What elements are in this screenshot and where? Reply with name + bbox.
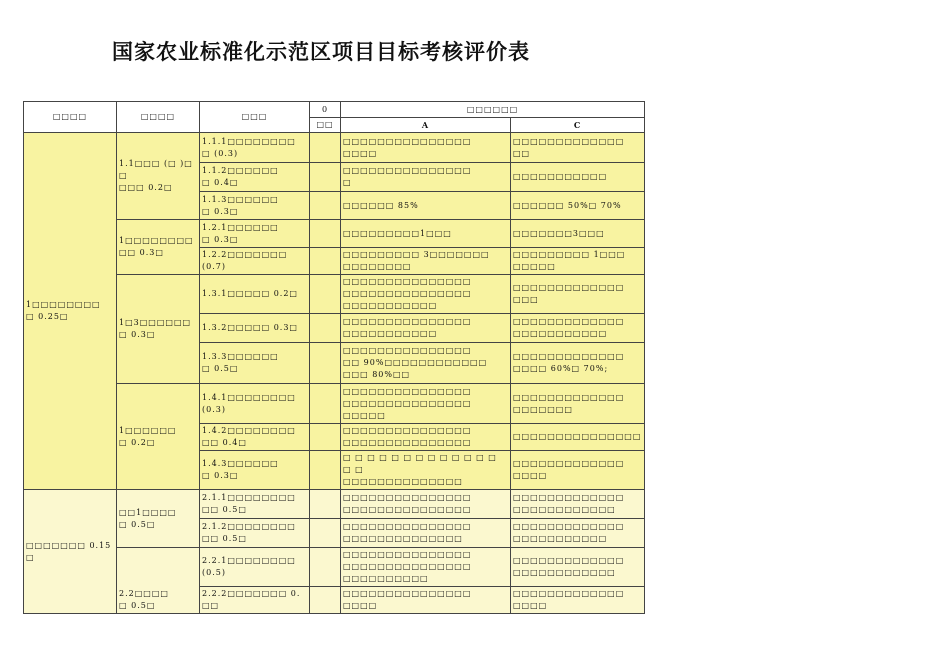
header-level1: □□□□	[24, 102, 117, 133]
score-cell	[310, 343, 341, 384]
grade-c-cell: □□□□□□□□□□□□□ □□□□□□□	[511, 384, 645, 424]
grade-a-cell: □□□□□□□□□□□□□□□ □	[341, 163, 511, 192]
grade-a-cell: □□□□□□□□□ 3□□□□□□□ □□□□□□□□	[341, 248, 511, 275]
grade-c-cell: □□□□□□□□□□□□□ □□□	[511, 275, 645, 314]
header-level3: □□□	[200, 102, 310, 133]
score-cell	[310, 192, 341, 220]
grade-a-cell: □□□□□□□□□□□□□□□ □□□□□□□□□□□□□□□	[341, 490, 511, 519]
score-cell	[310, 275, 341, 314]
evaluation-table	[23, 101, 645, 614]
header-grade-group: □□□□□□	[341, 102, 645, 118]
score-cell	[310, 424, 341, 451]
score-cell	[310, 519, 341, 548]
header-level2: □□□□	[117, 102, 200, 133]
item-cell: 1.3.2□□□□□ 0.3□	[200, 314, 310, 343]
item-cell: 2.1.1□□□□□□□□ □□ 0.5□	[200, 490, 310, 519]
grade-a-cell: □□□□□□□□□□□□□□□ □□□□□□□□□□□□□□□ □□□□□	[341, 384, 511, 424]
item-cell: 2.2.1□□□□□□□□ (0.5)	[200, 548, 310, 587]
item-cell: 1.3.3□□□□□□ □ 0.5□	[200, 343, 310, 384]
grade-c-cell: □□□□□□□□□□□□□ □□□□ 60%□ 70%;	[511, 343, 645, 384]
header-grade-a: A	[341, 118, 511, 133]
level2-cell: 1□3□□□□□□ □ 0.3□	[117, 275, 200, 384]
grade-c-cell: □□□□□□□□□ 1□□□ □□□□□	[511, 248, 645, 275]
item-cell: 2.1.2□□□□□□□□ □□ 0.5□	[200, 519, 310, 548]
level2-cell: 1.1□□□ (□ )□□ □□□ 0.2□	[117, 133, 200, 220]
grade-c-cell: □□□□□□□□□□□□□ □□	[511, 133, 645, 163]
page-title: 国家农业标准化示范区项目目标考核评价表	[112, 40, 530, 64]
level2-cell: □□1□□□□ □ 0.5□	[117, 490, 200, 548]
score-cell	[310, 220, 341, 248]
grade-a-cell: □□□□□□□□□□□□□□□ □□□□□□□□□□□□□□□ □□□□□□□□□□	[341, 548, 511, 587]
item-cell: 1.2.1□□□□□□ □ 0.3□	[200, 220, 310, 248]
item-cell: 1.3.1□□□□□ 0.2□	[200, 275, 310, 314]
grade-a-cell: □□□□□□□□□□□□□□□ □□ 90%□□□□□□□□□□□□ □□□ 80%□□	[341, 343, 511, 384]
score-cell	[310, 133, 341, 163]
grade-a-cell: □□□□□□□□□□□□□□□ □□□□□□□□□□□□□□	[341, 519, 511, 548]
score-cell	[310, 490, 341, 519]
score-cell	[310, 384, 341, 424]
score-cell	[310, 548, 341, 587]
grade-c-cell: □□□□□□□□□□□□□ □□□□	[511, 451, 645, 490]
score-cell	[310, 451, 341, 490]
grade-a-cell: □□□□□□□□□□□□□□□ □□□□□□□□□□□□□□□	[341, 424, 511, 451]
level2-cell: 1□□□□□□□□ □□ 0.3□	[117, 220, 200, 275]
item-cell: 1.4.1□□□□□□□□ (0.3)	[200, 384, 310, 424]
item-cell: 1.4.3□□□□□□ □ 0.3□	[200, 451, 310, 490]
grade-a-cell: □□□□□□□□□□□□□□□ □□□□□□□□□□□□□□□ □□□□□□□□□□□	[341, 275, 511, 314]
grade-a-cell: □□□□□□□□□□□□□□□ □□□□□□□□□□□	[341, 314, 511, 343]
score-cell	[310, 587, 341, 614]
level2-cell: 2.2□□□□ □ 0.5□	[117, 548, 200, 614]
item-cell: 1.1.2□□□□□□ □ 0.4□	[200, 163, 310, 192]
grade-a-cell: □ □ □ □ □ □ □ □ □ □ □ □ □ □ □ □□□□□□□□□□□□□□	[341, 451, 511, 490]
grade-c-cell: □□□□□□□□□□□□□ □□□□□□□□□□□	[511, 314, 645, 343]
grade-c-cell: □□□□□□□3□□□	[511, 220, 645, 248]
grade-c-cell: □□□□□□ 50%□ 70%	[511, 192, 645, 220]
score-cell	[310, 163, 341, 192]
item-cell: 2.2.2□□□□□□□ 0. □□	[200, 587, 310, 614]
grade-a-cell: □□□□□□□□□□□□□□□ □□□□	[341, 587, 511, 614]
grade-c-cell: □□□□□□□□□□□□□ □□□□□□□□□□□□	[511, 490, 645, 519]
grade-a-cell: □□□□□□□□□1□□□	[341, 220, 511, 248]
header-score: □□	[310, 118, 341, 133]
level1-cell: 1□□□□□□□□ □ 0.25□	[24, 133, 117, 490]
header-grade-c: C	[511, 118, 645, 133]
item-cell: 1.2.2□□□□□□□ (0.7)	[200, 248, 310, 275]
level1-cell: □□□□□□□ 0.15□	[24, 490, 117, 614]
grade-c-cell: □□□□□□□□□□□□□ □□□□□□□□□□□	[511, 519, 645, 548]
item-cell: 1.4.2□□□□□□□□ □□ 0.4□	[200, 424, 310, 451]
grade-c-cell: □□□□□□□□□□□	[511, 163, 645, 192]
header-weight: 0	[310, 102, 341, 118]
level2-cell: 1□□□□□□ □ 0.2□	[117, 384, 200, 490]
grade-c-cell: □□□□□□□□□□□□□□□	[511, 424, 645, 451]
item-cell: 1.1.1□□□□□□□□ □ (0.3)	[200, 133, 310, 163]
score-cell	[310, 314, 341, 343]
grade-c-cell: □□□□□□□□□□□□□ □□□□	[511, 587, 645, 614]
item-cell: 1.1.3□□□□□□ □ 0.3□	[200, 192, 310, 220]
grade-a-cell: □□□□□□□□□□□□□□□ □□□□	[341, 133, 511, 163]
grade-c-cell: □□□□□□□□□□□□□ □□□□□□□□□□□□	[511, 548, 645, 587]
grade-a-cell: □□□□□□ 85%	[341, 192, 511, 220]
score-cell	[310, 248, 341, 275]
